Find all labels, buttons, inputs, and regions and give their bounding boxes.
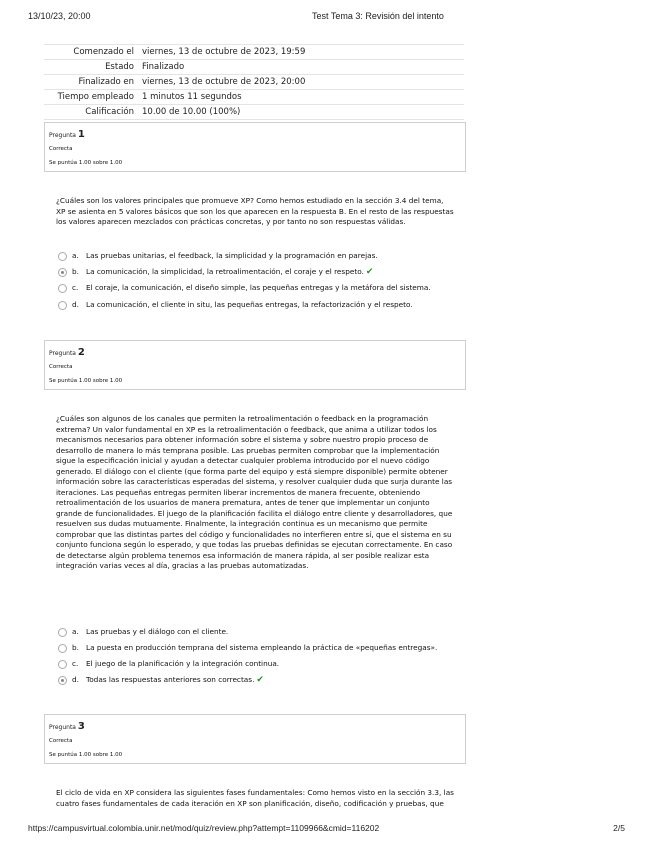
summary-value: 10.00 de 10.00 (100%): [138, 105, 464, 120]
print-footer: [28, 823, 627, 837]
option-letter: b.: [72, 267, 79, 276]
answer-option[interactable]: [58, 659, 458, 671]
radio-button[interactable]: [58, 628, 67, 637]
checkmark-icon: ✔: [365, 267, 374, 277]
option-text: La puesta en producción temprana del sistema empleando la práctica de «pequeñas entregas».: [86, 643, 438, 652]
question-text-1: ¿Cuáles son los valores principales que promueve XP? Como hemos estudiado en la sección 3.4 del tema, XP se asienta en 5 valores básicos que son los que aparecen en la respuesta B. En el resto de las respuestas los valores aparecen mezclados con prácticas concretas, y por tanto no son respuestas válidas.: [56, 196, 454, 226]
summary-label: Comenzado el: [44, 45, 138, 60]
option-letter: a.: [72, 251, 79, 260]
answer-option[interactable]: [58, 283, 458, 295]
option-letter: d.: [72, 300, 79, 309]
question-prefix: Pregunta: [49, 132, 76, 139]
option-letter: b.: [72, 643, 79, 652]
option-text: La comunicación, el cliente in situ, las pequeñas entregas, la refactorización y el respeto.: [86, 300, 413, 309]
option-text: Todas las respuestas anteriores son correctas.: [86, 675, 255, 684]
option-text: La comunicación, la simplicidad, la retroalimentación, el coraje y el respeto.: [86, 267, 364, 276]
radio-button-selected[interactable]: [58, 676, 67, 685]
radio-button-selected[interactable]: [58, 268, 67, 277]
page-number: 2/5: [613, 823, 625, 833]
answer-option[interactable]: [58, 251, 458, 263]
question-info-2: [44, 340, 466, 390]
print-date: 13/10/23, 20:00: [28, 11, 91, 21]
question-state: Correcta: [49, 364, 73, 370]
summary-label: Finalizado en: [44, 75, 138, 90]
summary-label: Estado: [44, 60, 138, 75]
question-grade: Se puntúa 1.00 sobre 1.00: [49, 160, 123, 166]
question-number: [49, 129, 85, 140]
summary-value: Finalizado: [138, 60, 464, 75]
question-state: Correcta: [49, 738, 73, 744]
option-text: Las pruebas unitarias, el feedback, la simplicidad y la programación en parejas.: [86, 251, 378, 260]
summary-row: [44, 45, 464, 60]
page-url: https://campusvirtual.colombia.unir.net/mod/quiz/review.php?attempt=1109966&cmid=116202: [28, 823, 380, 833]
answer-option[interactable]: [58, 627, 458, 639]
summary-value: viernes, 13 de octubre de 2023, 20:00: [138, 75, 464, 90]
question-number: [49, 721, 85, 732]
question-number: [49, 347, 85, 358]
summary-row: [44, 105, 464, 120]
question-text-2: ¿Cuáles son algunos de los canales que permiten la retroalimentación o feedback en la programación extrema? Un valor fundamental en XP es la retroalimentación o feedback, que anima a utilizar todos los mecanismos necesarios para obtener información sobre el sistema y sobre nuestro propio proceso de desarrollo de manera lo más temprana posible. Las pruebas permiten comprobar que la implementación sigue la especificación inicial y ayudan a detectar cualquier problema introducido por el nuevo código generado. El diálogo con el cliente (que forma parte del equipo y está siempre disponible) permite obtener información sobre las características esperadas del sistema, y resolver cualquier duda que surja durante las iteraciones. Las pequeñas entregas permiten liberar incrementos de manera frecuente, obteniendo retroalimentación de los usuarios de manera prematura, antes de tener que implementar un conjunto grande de funcionalidades. El juego de la planificación facilita el diálogo entre cliente y desarrolladores, que resuelven sus dudas mutuamente. Finalmente, la integración continua es un mecanismo que permite comprobar que las distintas partes del código y funcionalidades no interfieren entre sí, que el sistema en su conjunto funciona según lo esperado, y que todas las pruebas definidas se ejecutan correctamente. En caso de detectarse algún problema tenemos esa información de manera rápida, al ser posible realizar esta integración varias veces al día, gracias a las pruebas automatizadas.: [56, 414, 453, 570]
checkmark-icon: ✔: [256, 675, 264, 685]
question-number-value: 2: [77, 347, 85, 358]
option-letter: d.: [72, 675, 79, 684]
answer-option-selected[interactable]: [58, 267, 458, 279]
question-info-3: [44, 714, 466, 764]
summary-label: Tiempo empleado: [44, 90, 138, 105]
radio-button[interactable]: [58, 644, 67, 653]
print-header: [28, 11, 627, 25]
option-letter: c.: [72, 283, 79, 292]
answer-option[interactable]: [58, 300, 458, 312]
question-grade: Se puntúa 1.00 sobre 1.00: [49, 378, 123, 384]
summary-row: [44, 75, 464, 90]
summary-row: [44, 60, 464, 75]
question-state: Correcta: [49, 146, 73, 152]
answer-option-selected[interactable]: [58, 675, 458, 687]
print-title: Test Tema 3: Revisión del intento: [312, 11, 444, 21]
question-number-value: 1: [77, 129, 85, 140]
option-letter: c.: [72, 659, 79, 668]
radio-button[interactable]: [58, 252, 67, 261]
radio-button[interactable]: [58, 301, 67, 310]
answer-option[interactable]: [58, 643, 458, 655]
summary-label: Calificación: [44, 105, 138, 120]
question-number-value: 3: [77, 721, 85, 732]
attempt-summary-table: [44, 44, 464, 120]
question-prefix: Pregunta: [49, 350, 76, 357]
question-grade: Se puntúa 1.00 sobre 1.00: [49, 752, 123, 758]
summary-row: [44, 90, 464, 105]
option-letter: a.: [72, 627, 79, 636]
option-text: El juego de la planificación y la integración continua.: [86, 659, 280, 668]
option-text: El coraje, la comunicación, el diseño simple, las pequeñas entregas y la metáfora del sistema.: [86, 283, 431, 292]
radio-button[interactable]: [58, 660, 67, 669]
option-text: Las pruebas y el diálogo con el cliente.: [86, 627, 229, 636]
question-info-1: [44, 122, 466, 172]
summary-value: viernes, 13 de octubre de 2023, 19:59: [138, 45, 464, 60]
radio-button[interactable]: [58, 284, 67, 293]
question-prefix: Pregunta: [49, 724, 76, 731]
summary-value: 1 minutos 11 segundos: [138, 90, 464, 105]
question-text-3: El ciclo de vida en XP considera las siguientes fases fundamentales: Como hemos visto en la sección 3.3, las cuatro fases fundamentales de cada iteración en XP son planificación, diseño, codificación y pruebas, que: [56, 788, 454, 808]
